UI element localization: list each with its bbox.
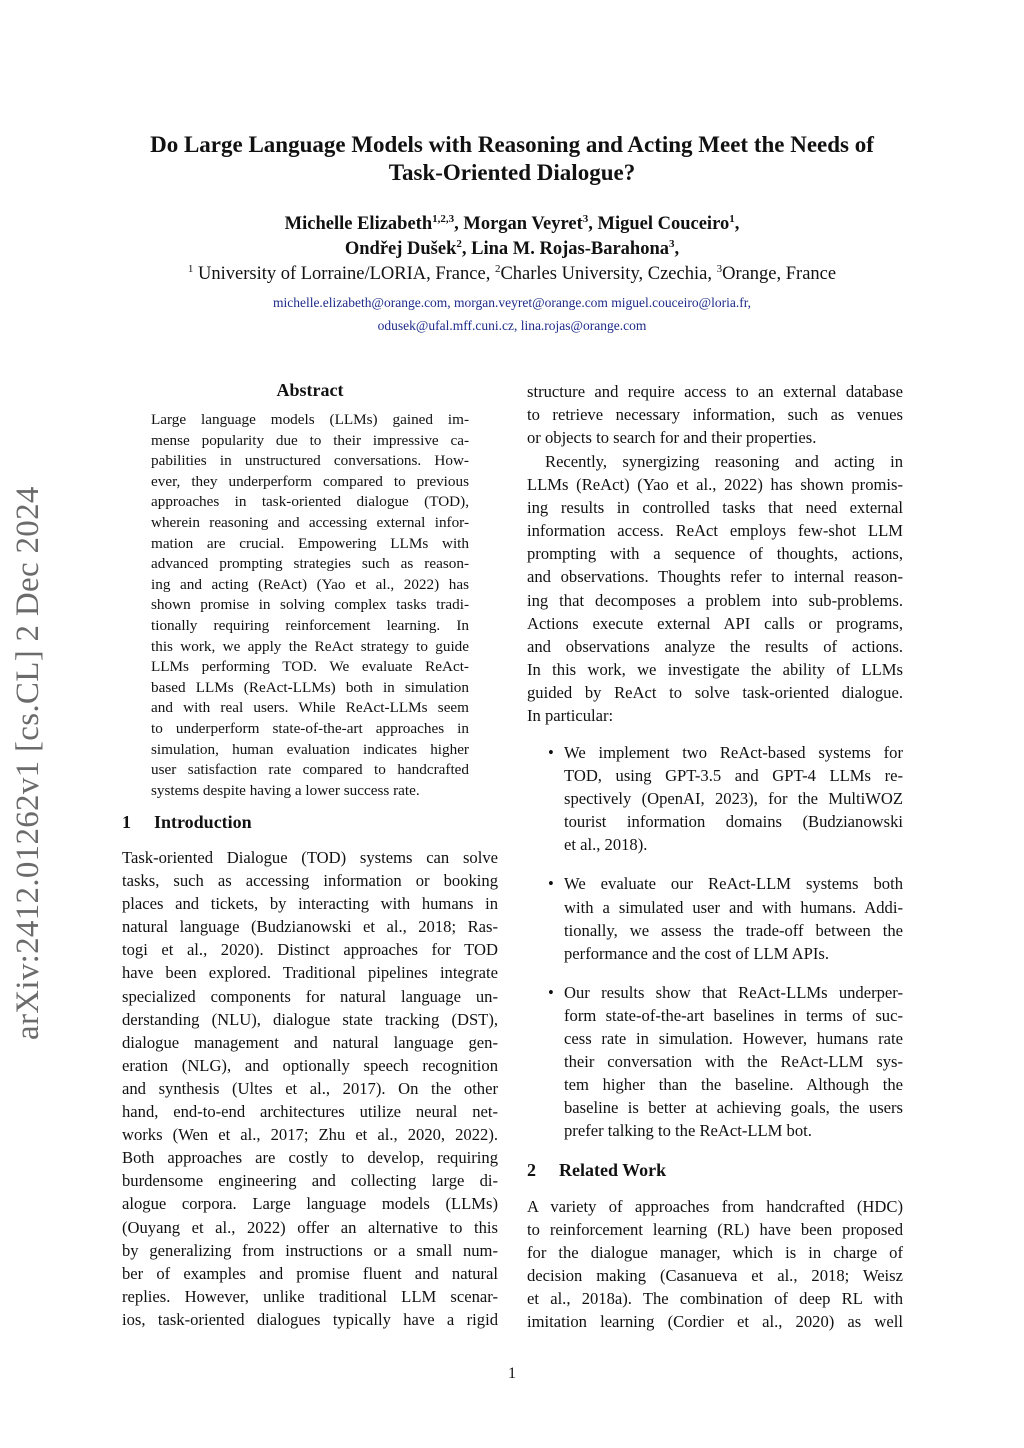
text-line: alogue corpora. Large language models (LLMs) bbox=[122, 1194, 498, 1214]
author-emails bbox=[100, 291, 924, 337]
arxiv-watermark: arXiv:2412.01262v1 [cs.CL] 2 Dec 2024 bbox=[10, 486, 46, 1040]
abstract-heading: Abstract bbox=[276, 380, 344, 400]
affil-text: Charles University, Czechia, bbox=[500, 264, 717, 284]
paper-title bbox=[100, 131, 924, 187]
section-number: 1 bbox=[122, 812, 131, 832]
related-work-body bbox=[527, 1195, 903, 1334]
text-line: Large language models (LLMs) gained im- bbox=[151, 411, 469, 428]
text-line: LLMs performing TOD. We evaluate ReAct- bbox=[151, 658, 469, 676]
text-line: by generalizing from instructions or a small num- bbox=[122, 1240, 498, 1260]
text-line: eration (NLG), and optionally speech recognition bbox=[122, 1055, 498, 1075]
email-line[interactable]: michelle.elizabeth@orange.com, morgan.veyret@orange.com miguel.couceiro@loria.fr, bbox=[272, 295, 752, 310]
text-line: for the dialogue manager, which is in charge of bbox=[527, 1243, 903, 1263]
text-line: prompting with a sequence of thoughts, actions, bbox=[527, 544, 903, 564]
text-line: TOD, using GPT-3.5 and GPT-4 LLMs re- bbox=[564, 766, 903, 786]
affil-mark: 2 bbox=[494, 263, 501, 275]
recently-paragraph bbox=[527, 450, 903, 727]
title-line: Do Large Language Models with Reasoning and Acting Meet the Needs of bbox=[150, 132, 874, 157]
text-line: form state-of-the-art baselines in terms of suc- bbox=[564, 1005, 903, 1025]
author-line bbox=[100, 212, 924, 237]
author-separator: , bbox=[674, 239, 680, 259]
text-line: and observations. Thoughts refer to internal reason- bbox=[527, 567, 903, 587]
email-line[interactable]: odusek@ufal.mff.cuni.cz, lina.rojas@orange.com bbox=[377, 318, 647, 333]
contribution-item bbox=[527, 872, 903, 964]
text-line: LLMs (ReAct) (Yao et al., 2022) has shown promis- bbox=[527, 475, 903, 495]
text-line: dialogue management and natural language gen- bbox=[122, 1032, 498, 1052]
text-line: and observations analyze the results of actions. bbox=[527, 636, 903, 656]
text-line: tem higher than the baseline. Although the bbox=[564, 1075, 903, 1095]
text-line: (Ouyang et al., 2022) offer an alternative to this bbox=[122, 1217, 498, 1237]
text-line: ios, task-oriented dialogues typically have a rigid bbox=[122, 1309, 498, 1329]
affil-mark: 1 bbox=[187, 263, 194, 275]
text-line: ing and acting (ReAct) (Yao et al., 2022) has bbox=[151, 575, 469, 593]
author-affil-mark: 3 bbox=[669, 238, 675, 250]
text-line: decision making (Casanueva et al., 2018; Weisz bbox=[527, 1266, 903, 1286]
text-line: A variety of approaches from handcrafted (HDC) bbox=[527, 1197, 903, 1216]
text-line: simulation, human evaluation indicates higher bbox=[151, 740, 469, 758]
section-title: Introduction bbox=[154, 812, 252, 832]
affil-text: University of Lorraine/LORIA, France, bbox=[193, 264, 495, 284]
text-line: replies. However, unlike traditional LLM scenar- bbox=[122, 1286, 498, 1306]
text-line: this work, we apply the ReAct strategy to guide bbox=[151, 637, 469, 655]
text-line: mense popularity due to their impressive ca- bbox=[151, 431, 469, 449]
text-line: structure and require access to an external database bbox=[527, 382, 903, 401]
text-line: information access. ReAct employs few-shot LLM bbox=[527, 521, 903, 541]
section-number: 2 bbox=[527, 1160, 536, 1180]
section-heading-introduction bbox=[122, 812, 252, 833]
author-name: Michelle Elizabeth bbox=[284, 214, 433, 234]
author-list bbox=[100, 212, 924, 262]
author-name: , Lina M. Rojas-Barahona bbox=[461, 239, 670, 259]
author-affil-mark: 3 bbox=[582, 213, 589, 225]
text-line: approaches in task-oriented dialogue (TOD), bbox=[151, 493, 469, 511]
text-line: systems despite having a lower success rate. bbox=[151, 781, 420, 799]
text-line: with a simulated user and with humans. Addi- bbox=[564, 897, 903, 917]
text-line: ber of examples and promise fluent and natural bbox=[122, 1263, 498, 1283]
text-line: In particular: bbox=[527, 706, 614, 726]
author-separator: , bbox=[734, 214, 740, 234]
text-line: to reinforcement learning (RL) have been proposed bbox=[527, 1220, 903, 1240]
text-line: natural language (Budzianowski et al., 2018; Ras- bbox=[122, 917, 498, 937]
bullet-icon: • bbox=[548, 743, 554, 762]
section-heading-related-work bbox=[527, 1160, 666, 1181]
text-line: tionally requiring reinforcement learning. In bbox=[151, 616, 469, 634]
contribution-item bbox=[527, 981, 903, 1143]
text-line: to retrieve necessary information, such as venues bbox=[527, 405, 903, 425]
affiliations bbox=[80, 262, 944, 286]
section-title: Related Work bbox=[559, 1160, 667, 1180]
text-line: and synthesis (Ultes et al., 2017). On the other bbox=[122, 1078, 498, 1098]
text-line: Both approaches are costly to develop, requiring bbox=[122, 1148, 498, 1168]
text-line: advanced prompting strategies such as reason- bbox=[151, 555, 469, 573]
text-line: works (Wen et al., 2017; Zhu et al., 2020, 2022). bbox=[122, 1125, 498, 1145]
text-line: places and tickets, by interacting with humans in bbox=[122, 894, 498, 914]
text-line: mation are crucial. Empowering LLMs with bbox=[151, 534, 469, 552]
page-number: 1 bbox=[508, 1365, 516, 1382]
text-line: Actions execute external API calls or programs, bbox=[527, 613, 903, 633]
text-line: ing that decomposes a problem into sub-problems. bbox=[527, 590, 903, 610]
text-line: baseline is better at achieving goals, the users bbox=[564, 1098, 903, 1118]
author-name: , Miguel Couceiro bbox=[588, 214, 730, 234]
text-line: based LLMs (ReAct-LLMs) both in simulation bbox=[151, 678, 469, 696]
text-line: derstanding (NLU), dialogue state tracking (DST), bbox=[122, 1009, 498, 1029]
text-line: tasks, such as accessing information or booking bbox=[122, 871, 498, 891]
bullet-icon: • bbox=[548, 982, 554, 1002]
text-line: have been explored. Traditional pipelines integrate bbox=[122, 963, 498, 983]
text-line: their conversation with the ReAct-LLM sys- bbox=[564, 1052, 903, 1072]
contribution-list bbox=[527, 741, 903, 1143]
contribution-item bbox=[527, 741, 903, 856]
title-line: Task-Oriented Dialogue? bbox=[388, 160, 636, 185]
text-line: specialized components for natural language un- bbox=[122, 986, 498, 1006]
text-line: wherein reasoning and accessing external infor- bbox=[151, 513, 469, 531]
text-line: guided by ReAct to solve task-oriented dialogue. bbox=[527, 682, 903, 702]
text-line: user satisfaction rate compared to handcrafted bbox=[151, 761, 469, 779]
text-line: performance and the cost of LLM APIs. bbox=[564, 943, 829, 963]
text-line: Recently, synergizing reasoning and acting in bbox=[545, 452, 903, 471]
author-affil-mark: 1 bbox=[729, 213, 735, 225]
text-line: tionally, we assess the trade-off between the bbox=[564, 920, 903, 940]
author-name: Ondřej Dušek bbox=[344, 239, 457, 259]
introduction-body bbox=[122, 846, 498, 1331]
text-line: burdensome engineering and collecting large di- bbox=[122, 1171, 498, 1191]
text-line: ever, they underperform compared to previous bbox=[151, 472, 469, 490]
text-line: Our results show that ReAct-LLMs underper- bbox=[564, 982, 903, 1002]
text-line: ing results in controlled tasks that need external bbox=[527, 498, 903, 518]
abstract-body bbox=[151, 410, 469, 801]
text-line: or objects to search for and their properties. bbox=[527, 428, 817, 448]
author-affil-mark: 2 bbox=[456, 238, 462, 250]
text-line: togi et al., 2020). Distinct approaches for TOD bbox=[122, 940, 498, 960]
text-line: We implement two ReAct-based systems for bbox=[564, 743, 903, 762]
bullet-icon: • bbox=[548, 874, 554, 894]
text-line: tourist information domains (Budzianowski bbox=[564, 812, 903, 832]
text-line: pabilities in unstructured conversations. How- bbox=[151, 452, 469, 470]
text-line: We evaluate our ReAct-LLM systems both bbox=[564, 874, 903, 894]
author-line bbox=[100, 237, 924, 262]
text-line: and with real users. While ReAct-LLMs seem bbox=[151, 699, 469, 717]
text-line: spectively (OpenAI, 2023), for the MultiWOZ bbox=[564, 789, 903, 809]
text-line: et al., 2018). bbox=[564, 835, 648, 855]
text-line: et al., 2018a). The combination of deep RL with bbox=[527, 1289, 903, 1309]
text-line: hand, end-to-end architectures utilize neural net- bbox=[122, 1102, 498, 1122]
author-name: , Morgan Veyret bbox=[454, 214, 583, 234]
text-line: shown promise in solving complex tasks tradi- bbox=[151, 596, 469, 614]
affil-mark: 3 bbox=[716, 263, 723, 275]
text-line: prefer talking to the ReAct-LLM bot. bbox=[564, 1121, 812, 1141]
text-line: Task-oriented Dialogue (TOD) systems can solve bbox=[122, 848, 498, 867]
affil-text: Orange, France bbox=[722, 264, 837, 284]
text-line: to underperform state-of-the-art approaches in bbox=[151, 719, 469, 737]
text-line: imitation learning (Cordier et al., 2020) as well bbox=[527, 1312, 903, 1332]
text-line: cess rate in simulation. However, humans rate bbox=[564, 1029, 903, 1049]
author-affil-mark: 1,2,3 bbox=[432, 213, 455, 225]
text-line: In this work, we investigate the ability of LLMs bbox=[527, 659, 903, 679]
intro-continuation bbox=[527, 380, 903, 449]
